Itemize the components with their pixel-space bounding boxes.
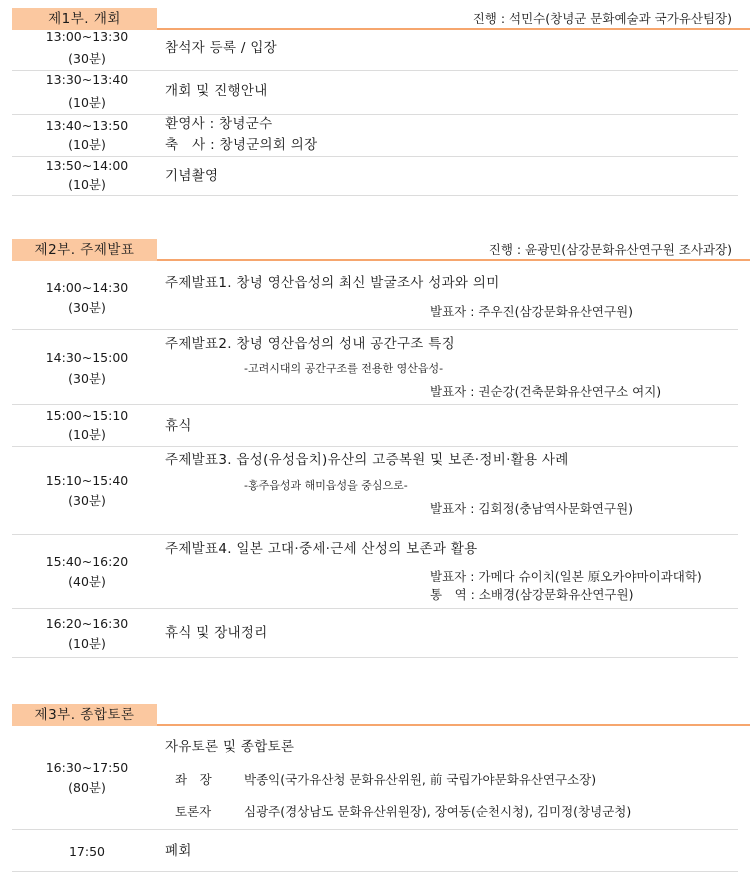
row-text: 폐회 [165,843,192,859]
row-presenter: 발표자 : 권순강(건축문화유산연구소 여지) [430,384,662,399]
row-presenter: 발표자 : 주우진(삼강문화유산연구원) [430,304,634,319]
row-time: 15:00~15:10 [45,408,129,423]
row-text: 자유토론 및 종합토론 [165,739,295,755]
chair-name: 박종익(국가유산청 문화유산위원, 前 국립가야문화유산연구소장) [244,772,597,787]
row-presenter: 발표자 : 김회정(충남역사문화연구원) [430,501,634,516]
schedule-row [12,447,738,522]
row-text: 휴식 [165,418,192,434]
row-text: 주제발표4. 일본 고대·중세·근세 산성의 보존과 활용 [165,541,478,557]
row-text: 주제발표3. 읍성(유성읍치)유산의 고증복원 및 보존·정비·활용 사례 [165,452,569,468]
schedule-row [12,734,738,828]
panel-label: 토론자 [175,804,212,819]
row-presenter: 발표자 : 가메다 슈이치(일본 原오카야마이과대학) [430,569,702,584]
row-duration: (30분) [68,300,106,315]
schedule-row [12,270,738,328]
part1-header [12,8,750,30]
schedule-row [12,405,738,445]
row-divider [12,871,738,872]
row-time: 16:30~17:50 [45,760,129,775]
row-time: 15:40~16:20 [45,554,129,569]
row-text: 휴식 및 장내정리 [165,625,268,641]
row-time: 13:30~13:40 [45,72,129,87]
row-time: 14:00~14:30 [45,280,129,295]
part2-label: 제2부. 주제발표 [12,239,157,261]
row-time: 13:50~14:00 [45,158,129,173]
row-time: 13:40~13:50 [45,118,129,133]
row-text: 주제발표1. 창녕 영산읍성의 최신 발굴조사 성과와 의미 [165,275,500,291]
row-duration: (30분) [68,371,106,386]
row-text: 환영사 : 창녕군수 [165,116,273,132]
row-duration: (10분) [68,636,106,651]
row-time: 16:20~16:30 [45,616,129,631]
row-duration: (10분) [68,427,106,442]
schedule-row [12,71,738,113]
row-divider [12,195,738,196]
row-text-2: 축 사 : 창녕군의회 의장 [165,137,318,153]
schedule-row [12,330,738,403]
part2-header-line [157,259,750,261]
part2-header [12,239,750,261]
schedule-row [12,830,738,870]
row-duration: (80분) [68,780,106,795]
part1-label: 제1부. 개회 [12,8,157,30]
part3-header [12,704,750,726]
part3-header-line [157,724,750,726]
row-text: 기념촬영 [165,168,219,184]
row-subtitle: -고려시대의 공간구조를 전용한 영산읍성- [244,362,444,375]
row-duration: (10분) [68,137,106,152]
row-duration: (10분) [68,95,106,110]
row-time: 14:30~15:00 [45,350,129,365]
row-subtitle: -홍주읍성과 해미읍성을 중심으로- [244,479,408,492]
panel-names: 심광주(경상남도 문화유산위원장), 장여동(순천시청), 김미정(창녕군청) [244,804,632,819]
schedule-row [12,115,738,155]
row-time: 13:00~13:30 [45,29,129,44]
part3-label: 제3부. 종합토론 [12,704,157,726]
row-text: 개회 및 진행안내 [165,83,268,99]
row-duration: (10분) [68,177,106,192]
row-time: 15:10~15:40 [45,473,129,488]
part1-host: 진행 : 석민수(창녕군 문화예술과 국가유산팀장) [472,11,732,26]
schedule-row [12,157,738,195]
row-duration: (40분) [68,574,106,589]
schedule-row [12,535,738,607]
schedule-row [12,609,738,657]
part2-host: 진행 : 윤광민(삼강문화유산연구원 조사과장) [488,242,732,257]
row-interpreter: 통 역 : 소배경(삼강문화유산연구원) [430,587,634,602]
row-text: 주제발표2. 창녕 영산읍성의 성내 공간구조 특징 [165,336,455,352]
chair-label: 좌 장 [175,772,212,787]
row-text: 참석자 등록 / 입장 [165,40,278,56]
schedule-row [12,28,738,70]
row-duration: (30분) [68,493,106,508]
row-duration: (30분) [68,51,106,66]
row-time: 17:50 [68,844,106,859]
row-divider [12,657,738,658]
